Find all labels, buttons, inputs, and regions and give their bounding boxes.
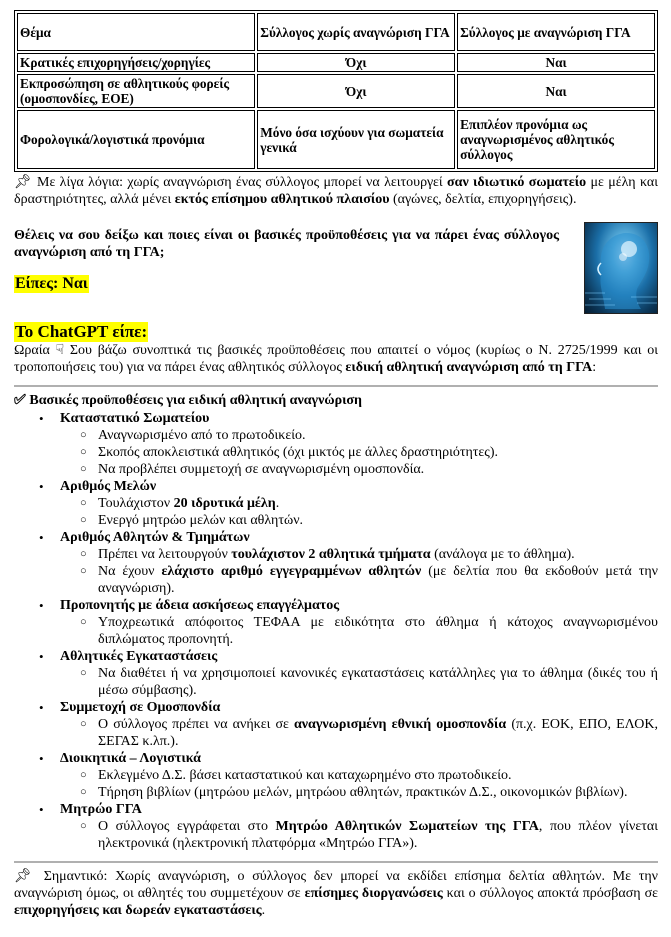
table-row [17,53,655,72]
requirement-heading: Καταστατικό Σωματείου [60,411,210,426]
comparison-table [14,10,658,172]
circle-bullet-icon: ○ [80,769,87,781]
table-header-cell: Σύλλογος με αναγνώριση ΓΓΑ [457,13,655,51]
circle-bullet-icon: ○ [80,429,87,441]
list-item: ○ Τήρηση βιβλίων (μητρώου μελών, μητρώου αθλητών, πρακτικών Δ.Σ., οικονομικών βιβλίων). [80,785,628,800]
requirement-heading: Μητρώο ΓΓΑ [60,802,142,817]
checkmark-icon: ✅︎ [14,393,26,408]
requirement-items [60,818,658,852]
table-header-cell: Θέμα [17,13,255,51]
table-row [17,74,655,108]
circle-bullet-icon: ○ [80,463,87,475]
circle-bullet-icon: ○ [80,616,87,628]
table-header-row [17,13,655,51]
requirement-section [14,597,658,648]
circle-bullet-icon: ○ [80,565,87,577]
pointing-down-hand-icon: ☟ [55,343,65,358]
bullet-icon: • [39,649,44,664]
table-cell: Κρατικές επιχορηγήσεις/χορηγίες [17,53,255,72]
bullet-icon: • [39,411,44,426]
list-item: ○ Ο σύλλογος εγγράφεται στο Μητρώο Αθλητικών Σωματείων της ΓΓΑ, που πλέον γίνεται ηλεκτρονικά (ηλεκτρονική πλατφόρμα «Μητρώο ΓΓΑ»). [80,819,658,851]
list-item: ○ Εκλεγμένο Δ.Σ. βάσει καταστατικού και καταχωρημένο στο πρωτοδικείο. [80,768,512,783]
requirement-items [60,716,658,750]
bullet-icon: • [39,530,44,545]
pushpin-icon: 📌︎ [14,869,36,884]
requirement-heading: Αριθμός Αθλητών & Τμημάτων [60,530,250,545]
list-item: ○ Να έχουν ελάχιστο αριθμό εγγεγραμμένων αθλητών (με δελτία που θα εκδοθούν μετά την αναγνώριση). [80,564,658,596]
circle-bullet-icon: ○ [80,446,87,458]
circle-bullet-icon: ○ [80,548,87,560]
circle-bullet-icon: ○ [80,667,87,679]
requirement-section [14,478,658,529]
requirement-section [14,750,658,801]
bullet-icon: • [39,479,44,494]
list-item: ○ Αναγνωρισμένο από το πρωτοδικείο. [80,428,306,443]
requirement-heading: Διοικητικά – Λογιστικά [60,751,201,766]
requirement-items [60,665,658,699]
requirements-title: ✅︎ Βασικές προϋποθέσεις για ειδική αθλητική αναγνώριση [14,393,362,408]
circle-bullet-icon: ○ [80,820,87,832]
list-item: ○ Ο σύλλογος πρέπει να ανήκει σε αναγνωρισμένη εθνική ομοσπονδία (π.χ. ΕΟΚ, ΕΠΟ, ΕΛΟΚ, ΣΕΓΑΣ κ.λπ.). [80,717,658,749]
bullet-icon: • [39,598,44,613]
pushpin-icon: 📌︎ [14,175,33,190]
document-page [14,10,658,919]
bullet-icon: • [39,700,44,715]
ai-head-image [584,222,658,314]
requirement-section [14,699,658,750]
table-row [17,110,655,169]
requirement-items [60,614,658,648]
requirement-items [60,546,658,597]
list-item: ○ Τουλάχιστον 20 ιδρυτικά μέλη. [80,496,280,511]
table-cell: Εκπροσώπηση σε αθλητικούς φορείς (ομοσπονδίες, ΕΟΕ) [17,74,255,108]
requirement-section [14,648,658,699]
bullet-icon: • [39,751,44,766]
list-item: ○ Υποχρεωτικά απόφοιτος ΤΕΦΑΑ με ειδικότητα στο άθλημα ή κάτοχος αναγνωρισμένου διπλώματος προπονητή. [80,615,658,647]
table-cell: Ναι [457,53,655,72]
list-item: ○ Να προβλέπει συμμετοχή σε αναγνωρισμένη ομοσπονδία. [80,462,425,477]
user-reply: Είπες: Ναι [15,275,88,292]
table-cell: Φορολογικά/λογιστικά προνόμια [17,110,255,169]
requirement-section [14,801,658,852]
circle-bullet-icon: ○ [80,718,87,730]
requirement-heading: Αθλητικές Εγκαταστάσεις [60,649,218,664]
question-text: Θέλεις να σου δείξω και ποιες είναι οι βασικές προϋποθέσεις για να πάρει ένας σύλλογος αναγνώριση από τη ΓΓΑ; [14,228,559,260]
circle-bullet-icon: ○ [80,514,87,526]
circle-bullet-icon: ○ [80,786,87,798]
circle-bullet-icon: ○ [80,497,87,509]
requirement-heading: Προπονητής με άδεια ασκήσεως επαγγέλματος [60,598,340,613]
table-header-cell: Σύλλογος χωρίς αναγνώριση ΓΓΑ [257,13,455,51]
summary-paragraph: 📌︎ Με λίγα λόγια: χωρίς αναγνώριση ένας σύλλογος μπορεί να λειτουργεί σαν ιδιωτικό σωματείο με μέλη και δραστηριότητες, αλλά μένει εκτός επίσημου αθλητικού πλαισίου (αγώνες, δελτία, επιχορηγήσεις). [14,175,658,207]
requirement-items [60,767,658,801]
list-item: ○ Πρέπει να λειτουργούν τουλάχιστον 2 αθλητικά τμήματα (ανάλογα με το άθλημα). [80,547,575,562]
table-cell: Μόνο όσα ισχύουν για σωματεία γενικά [257,110,455,169]
assistant-label: Το ChatGPT είπε: [15,322,148,341]
table-cell: Ναι [457,74,655,108]
table-cell: Επιπλέον προνόμια ως αναγνωρισμένος αθλητικός σύλλογος [457,110,655,169]
intro-paragraph: Ωραία ☟ Σου βάζω συνοπτικά τις βασικές προϋποθέσεις που απαιτεί ο νόμος (κυρίως ο Ν. 2725/1999 και οι τροποποιήσεις του) για να πάρει ένας αθλητικός σύλλογος ειδική αθλητική αναγνώριση από τη ΓΓΑ: [14,343,659,375]
list-item: ○ Ενεργό μητρώο μελών και αθλητών. [80,513,304,528]
list-item: ○ Να διαθέτει ή να χρησιμοποιεί κανονικές εγκαταστάσεις κατάλληλες για το άθλημα (δικές του ή μέσω σύμβασης). [80,666,658,698]
requirement-heading: Αριθμός Μελών [60,479,157,494]
separator [14,861,658,863]
requirement-section [14,410,658,478]
important-paragraph: 📌︎ Σημαντικό: Χωρίς αναγνώριση, ο σύλλογος δεν μπορεί να εκδίδει επίσημα δελτία αθλητών. Με την αναγνώριση όμως, οι αθλητές του συμμετέχουν σε επίσημες διοργανώσεις και ο σύλλογος αποκτά πρόσβαση σε επιχορηγήσεις και δωρεάν εγκαταστάσεις. [14,869,658,918]
requirement-heading: Συμμετοχή σε Ομοσπονδία [60,700,221,715]
table-cell: Όχι [257,74,455,108]
table-cell: Όχι [257,53,455,72]
requirement-items [60,495,658,529]
requirement-items [60,427,658,478]
separator [14,385,658,387]
requirements-list [14,410,658,852]
chat-question-block [14,227,658,322]
list-item: ○ Σκοπός αποκλειστικά αθλητικός (όχι μικτός με άλλες δραστηριότητες). [80,445,498,460]
requirement-section [14,529,658,597]
bullet-icon: • [39,802,44,817]
